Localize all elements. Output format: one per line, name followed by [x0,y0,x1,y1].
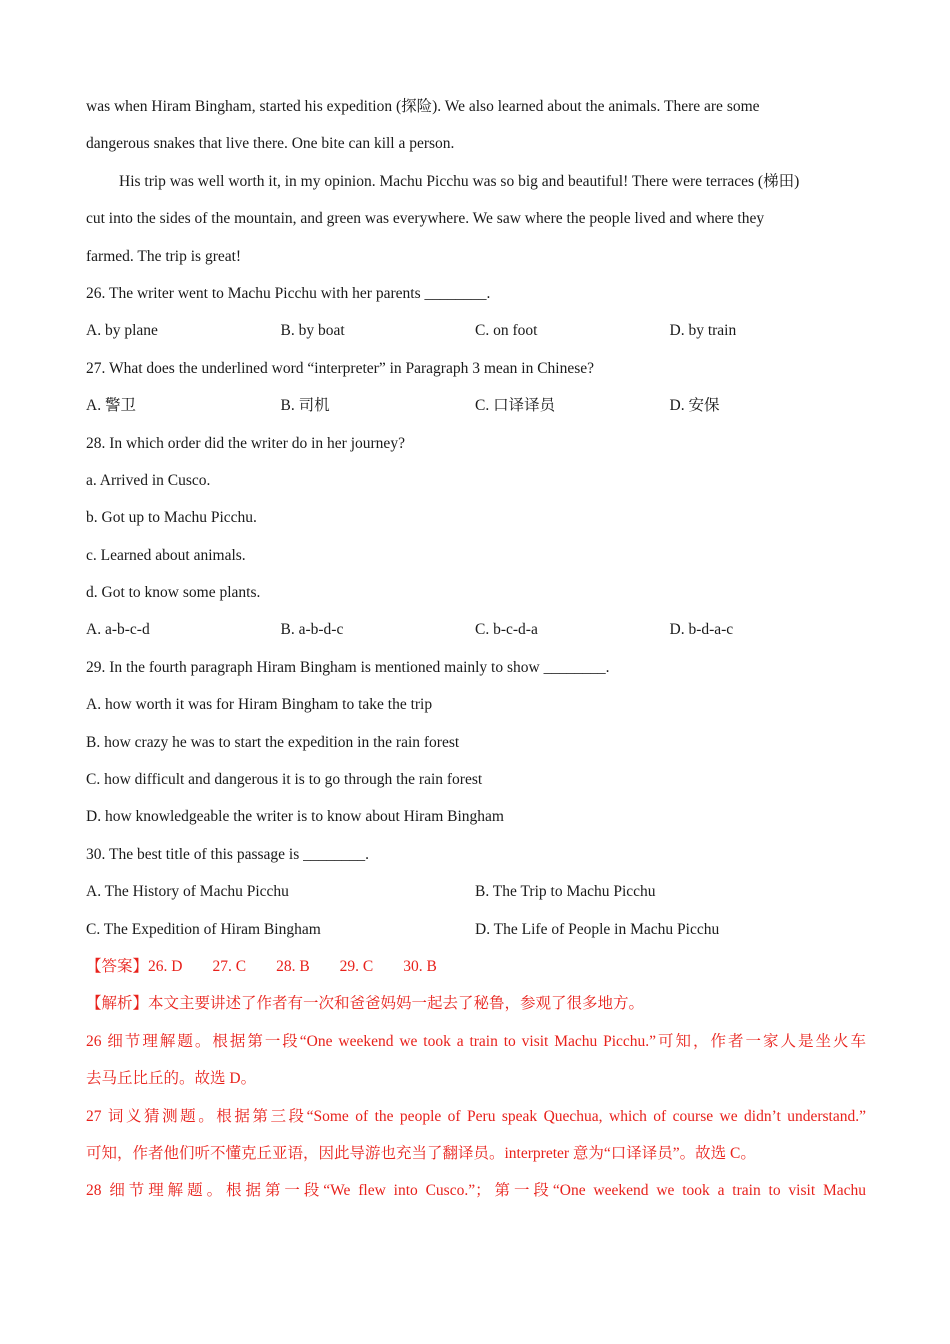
option-a: A. The History of Machu Picchu [86,883,289,901]
question-30-options-row2 [86,916,866,953]
analysis-line: 28 细节理解题。根据第一段“We flew into Cusco.”；第一段“One weekend we took a train to visit Machu [86,1182,866,1200]
question-28-item: a. Arrived in Cusco. [86,471,211,489]
passage-line: farmed. The trip is great! [86,247,242,265]
option-c: C. The Expedition of Hiram Bingham [86,920,321,938]
question-28-options [86,616,866,653]
answer-label: 【答案】 [86,957,149,975]
question-28-item: c. Learned about animals. [86,546,246,564]
answer-item: 26. D [148,957,183,975]
analysis-line: 可知，作者他们听不懂克丘亚语，因此导游也充当了翻译员。interpreter 意为“口译译员”。故选 C。 [86,1144,756,1162]
analysis-line: 26 细节理解题。根据第一段“One weekend we took a train to visit Machu Picchu.”可知，作者一家人是坐火车 [86,1032,866,1050]
option-c: C. how difficult and dangerous it is to go through the rain forest [86,771,483,789]
question-26-stem: 26. The writer went to Machu Picchu with her parents ________. [86,284,491,302]
option-a: A. how worth it was for Hiram Bingham to take the trip [86,696,433,714]
option-b: B. 司机 [280,397,330,415]
question-29-stem: 29. In the fourth paragraph Hiram Bingham is mentioned mainly to show ________. [86,658,610,676]
question-27-options [86,392,866,429]
question-28-item: b. Got up to Machu Picchu. [86,509,257,527]
option-d: D. how knowledgeable the writer is to know about Hiram Bingham [86,808,504,826]
answer-item: 29. C [339,957,374,975]
option-b: B. The Trip to Machu Picchu [475,883,656,901]
analysis-summary: 本文主要讲述了作者有一次和爸爸妈妈一起去了秘鲁，参观了很多地方。 [148,995,645,1013]
option-a: A. 警卫 [86,397,136,415]
option-a: A. by plane [86,322,158,340]
option-b: B. a-b-d-c [280,621,344,639]
option-d: D. b-d-a-c [669,621,734,639]
question-28-stem: 28. In which order did the writer do in her journey? [86,434,405,452]
analysis-label: 【解析】 [86,995,149,1013]
option-b: B. by boat [280,322,345,340]
analysis-line: 27 词义猜测题。根据第三段“Some of the people of Peru speak Quechua, which of course we didn’t understand.” [86,1107,866,1125]
option-c: C. on foot [475,322,538,340]
option-d: D. The Life of People in Machu Picchu [475,920,720,938]
question-28-item: d. Got to know some plants. [86,584,261,602]
passage-line: dangerous snakes that live there. One bite can kill a person. [86,135,455,153]
question-30-stem: 30. The best title of this passage is ________. [86,845,369,863]
answer-line [86,953,866,990]
document-page [86,93,866,1215]
answer-item: 30. B [403,957,437,975]
analysis-line: 去马丘比丘的。故选 D。 [86,1070,257,1088]
analysis-summary-line [86,990,866,1027]
option-d: D. 安保 [669,397,720,415]
option-b: B. how crazy he was to start the expedition in the rain forest [86,733,460,751]
option-d: D. by train [669,322,737,340]
passage-line: was when Hiram Bingham, started his expedition (探险). We also learned about the animals. There are some [86,98,760,115]
question-26-options [86,317,866,354]
option-c: C. 口译译员 [475,397,556,415]
option-a: A. a-b-c-d [86,621,150,639]
question-27-stem: 27. What does the underlined word “interpreter” in Paragraph 3 mean in Chinese? [86,359,595,377]
answer-item: 27. C [212,957,247,975]
answer-item: 28. B [276,957,310,975]
passage-line: cut into the sides of the mountain, and green was everywhere. We saw where the people lived and where they [86,210,765,228]
passage-line: His trip was well worth it, in my opinion. Machu Picchu was so big and beautiful! There were terraces (梯田) [119,172,800,190]
option-c: C. b-c-d-a [475,621,538,639]
question-30-options-row1 [86,878,866,915]
